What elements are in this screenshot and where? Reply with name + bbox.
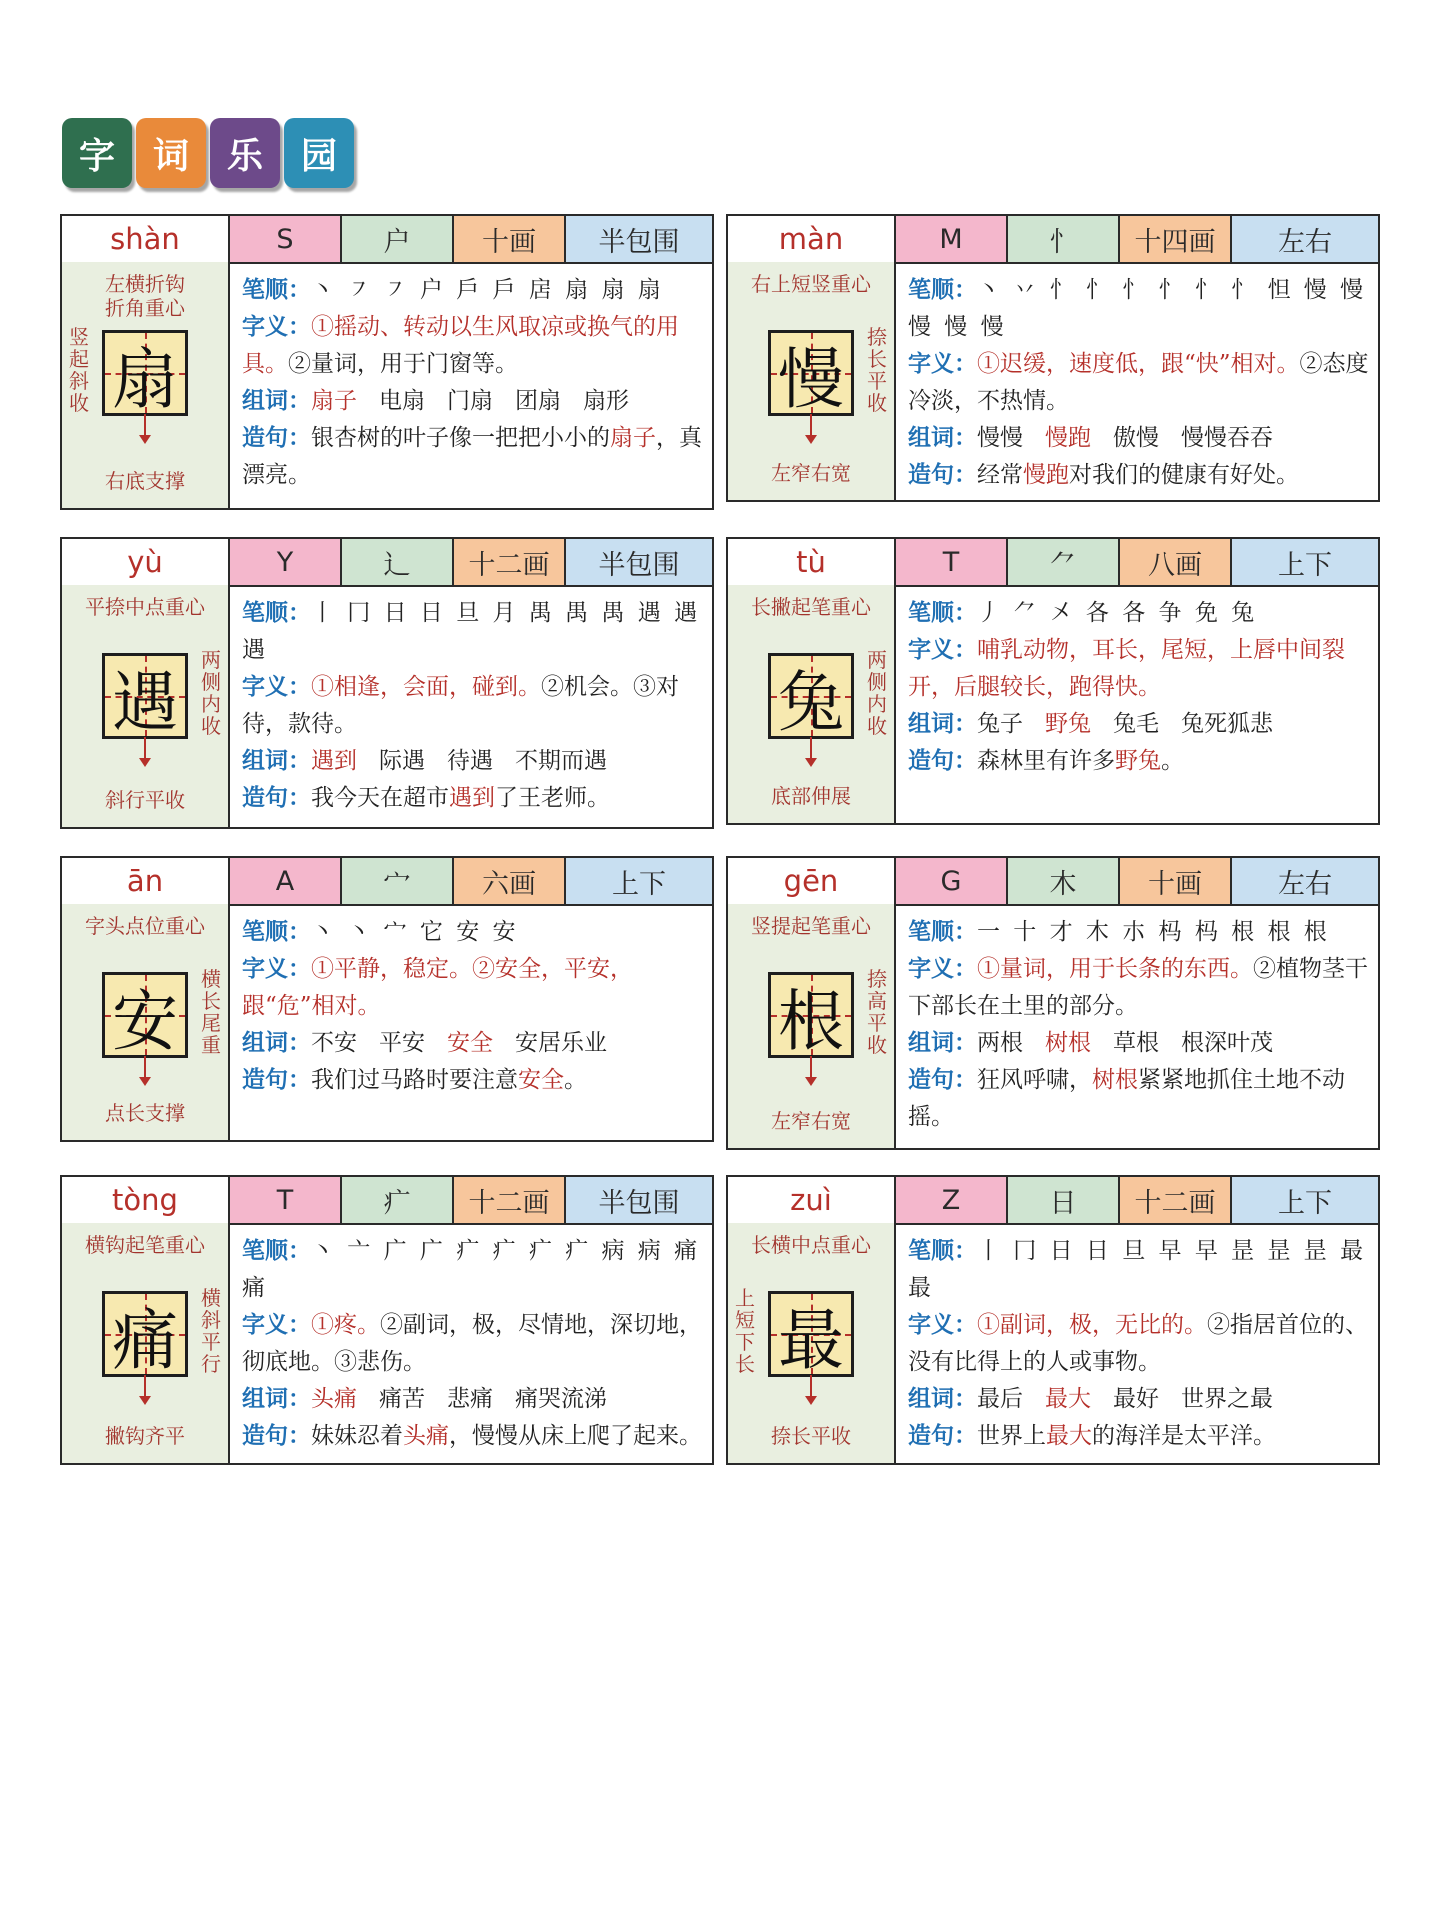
character-card-3 — [726, 537, 1380, 825]
pinyin: màn — [728, 216, 896, 262]
initial-letter: A — [230, 858, 342, 904]
note-right: 横斜平行 — [201, 1286, 221, 1376]
meaning-rest: ②指居首位的、没有比得上的人或事物。 — [908, 1312, 1368, 1375]
ziyi-row — [908, 346, 1370, 420]
meaning-rest: ②机会。③对待，款待。 — [242, 674, 679, 737]
zaoju-label: 造句： — [908, 748, 977, 774]
zuci-word: 扇形 — [583, 388, 629, 414]
zuci-row — [242, 1025, 704, 1062]
character-panel — [62, 585, 230, 827]
meaning-highlight: ①迟缓，速度低，跟“快”相对。 — [977, 351, 1300, 377]
character-panel — [728, 904, 896, 1148]
zuci-label: 组词： — [242, 748, 311, 774]
bishun-label: 笔顺： — [242, 277, 311, 303]
sentence-pre: 世界上 — [977, 1423, 1046, 1449]
structure: 左右 — [1232, 858, 1378, 904]
zuci-word: 际遇 — [379, 748, 425, 774]
stroke-order: 丶 ㇇ ㇇ 户 戶 戶 扂 扇 扇 扇 — [311, 277, 664, 303]
pinyin: zuì — [728, 1177, 896, 1223]
zuci-word: 傲慢 — [1113, 425, 1159, 451]
sentence-post: 紧紧地抓住土地不动摇。 — [908, 1067, 1345, 1130]
big-character: 安 — [112, 982, 178, 1060]
meaning-highlight: ①疼。 — [311, 1312, 380, 1338]
stroke-order: 丶 丶 宀 它 安 安 — [311, 919, 519, 945]
zuci-word: 慢慢吞吞 — [1181, 425, 1273, 451]
note-top: 横钩起笔重心 — [85, 1233, 205, 1257]
meaning-highlight: ①摇动、转动以生风取凉或换气的用具。 — [242, 314, 679, 377]
note-bottom: 斜行平收 — [105, 788, 185, 812]
pinyin: gēn — [728, 858, 896, 904]
bishun-label: 笔顺： — [242, 919, 311, 945]
zuci-word: 两根 — [977, 1030, 1023, 1056]
sentence-highlight: 最大 — [1046, 1423, 1092, 1449]
sentence-post: 了王老师。 — [495, 785, 610, 811]
card-header — [62, 216, 712, 264]
structure: 上下 — [1232, 539, 1378, 585]
character-card-5 — [726, 856, 1380, 1150]
zuci-label: 组词： — [908, 711, 977, 737]
meaning-rest: ②副词，极，尽情地，深切地，彻底地。③悲伤。 — [242, 1312, 702, 1375]
card-header — [62, 539, 712, 587]
stroke-order: 丶 亠 广 广 疒 疒 疒 疒 病 病 痛 痛 — [242, 1238, 701, 1301]
note-top: 长撇起笔重心 — [751, 595, 871, 619]
zuci-word: 最好 — [1113, 1386, 1159, 1412]
card-header — [62, 1177, 712, 1225]
card-header — [728, 539, 1378, 587]
zuci-word: 草根 — [1113, 1030, 1159, 1056]
zaoju-label: 造句： — [242, 785, 311, 811]
big-character: 遇 — [112, 663, 178, 741]
zaoju-row — [908, 743, 1370, 780]
zuci-row — [908, 1381, 1370, 1418]
zuci-word: 电扇 — [379, 388, 425, 414]
tianzige-box — [102, 653, 188, 739]
note-bottom: 点长支撑 — [105, 1101, 185, 1125]
bishun-row — [242, 914, 704, 951]
card-header — [728, 858, 1378, 906]
card-header — [62, 858, 712, 906]
logo-tile-char: 字 — [78, 134, 115, 177]
ziyi-label: 字义： — [242, 674, 311, 700]
bishun-label: 笔顺： — [908, 277, 977, 303]
sentence-pre: 我今天在超市 — [311, 785, 449, 811]
character-card-6 — [60, 1175, 714, 1465]
character-panel — [62, 262, 230, 508]
sentence-highlight: 树根 — [1092, 1067, 1138, 1093]
note-top: 竖提起笔重心 — [751, 914, 871, 938]
note-left: 上短下长 — [735, 1286, 755, 1376]
stroke-count: 十二画 — [1120, 1177, 1232, 1223]
note-bottom: 底部伸展 — [771, 784, 851, 808]
character-card-2 — [60, 537, 714, 829]
logo-tile — [62, 118, 132, 188]
logo-tile-char: 词 — [152, 134, 189, 177]
tianzige-box — [768, 1291, 854, 1377]
sentence-highlight: 安全 — [518, 1067, 564, 1093]
zaoju-label: 造句： — [908, 1423, 977, 1449]
note-bottom: 左窄右宽 — [771, 461, 851, 485]
structure: 半包围 — [566, 1177, 712, 1223]
ziyi-label: 字义： — [908, 637, 977, 663]
character-card-7 — [726, 1175, 1380, 1465]
meaning-highlight: 哺乳动物，耳长，尾短，上唇中间裂开，后腿较长，跑得快。 — [908, 637, 1345, 700]
zaoju-label: 造句： — [242, 425, 311, 451]
sentence-highlight: 扇子 — [610, 425, 656, 451]
meaning-rest: ②量词，用于门窗等。 — [288, 351, 518, 377]
character-info — [230, 585, 712, 827]
zaoju-label: 造句： — [908, 462, 977, 488]
zuci-word: 待遇 — [447, 748, 493, 774]
big-character: 扇 — [112, 340, 178, 418]
ziyi-row — [908, 951, 1370, 1025]
zuci-word: 团扇 — [515, 388, 561, 414]
zaoju-row — [242, 780, 704, 817]
zuci-row — [242, 743, 704, 780]
zuci-word: 不期而遇 — [515, 748, 607, 774]
character-info — [896, 1223, 1378, 1463]
zuci-word: 最大 — [1045, 1386, 1091, 1412]
zuci-word: 野兔 — [1045, 711, 1091, 737]
zuci-word: 平安 — [379, 1030, 425, 1056]
pinyin: shàn — [62, 216, 230, 262]
logo-tile-char: 乐 — [226, 134, 263, 177]
radical: 疒 — [342, 1177, 454, 1223]
tianzige-box — [102, 972, 188, 1058]
stroke-count: 十画 — [454, 216, 566, 262]
logo-tile — [136, 118, 206, 188]
stroke-order: 丨 冂 日 日 旦 月 禺 禺 禺 遇 遇 遇 — [242, 600, 701, 663]
bishun-label: 笔顺： — [908, 600, 977, 626]
sentence-post: 对我们的健康有好处。 — [1069, 462, 1299, 488]
stroke-order: 丨 冂 日 日 旦 早 早 昰 昰 昰 最 最 — [908, 1238, 1367, 1301]
zuci-word: 兔死狐悲 — [1181, 711, 1273, 737]
zaoju-row — [908, 1418, 1370, 1455]
bishun-label: 笔顺： — [242, 1238, 311, 1264]
zuci-word: 安全 — [447, 1030, 493, 1056]
card-header — [728, 216, 1378, 264]
sentence-pre: 经常 — [977, 462, 1023, 488]
bishun-row — [242, 595, 704, 669]
initial-letter: Y — [230, 539, 342, 585]
zuci-label: 组词： — [242, 388, 311, 414]
initial-letter: T — [230, 1177, 342, 1223]
zaoju-row — [242, 1062, 704, 1099]
zuci-row — [242, 1381, 704, 1418]
character-panel — [62, 904, 230, 1140]
ziyi-label: 字义： — [242, 956, 311, 982]
character-info — [896, 262, 1378, 500]
ziyi-label: 字义： — [242, 1312, 311, 1338]
zuci-word: 痛哭流涕 — [515, 1386, 607, 1412]
note-right: 两侧内收 — [867, 648, 887, 738]
ziyi-row — [242, 1307, 704, 1381]
sentence-pre: 我们过马路时要注意 — [311, 1067, 518, 1093]
note-right: 两侧内收 — [201, 648, 221, 738]
structure: 半包围 — [566, 539, 712, 585]
character-info — [896, 904, 1378, 1148]
ziyi-row — [242, 669, 704, 743]
zuci-row — [908, 706, 1370, 743]
logo-tile — [210, 118, 280, 188]
note-right: 横长尾重 — [201, 967, 221, 1057]
ziyi-row — [242, 309, 704, 383]
stroke-count: 十四画 — [1120, 216, 1232, 262]
zuci-label: 组词： — [908, 425, 977, 451]
character-panel — [62, 1223, 230, 1463]
zaoju-row — [908, 457, 1370, 494]
zuci-word: 不安 — [311, 1030, 357, 1056]
big-character: 痛 — [112, 1301, 178, 1379]
note-top: 左横折钩 折角重心 — [105, 272, 185, 320]
ziyi-row — [908, 632, 1370, 706]
note-bottom: 撇钩齐平 — [105, 1424, 185, 1448]
initial-letter: S — [230, 216, 342, 262]
note-top: 字头点位重心 — [85, 914, 205, 938]
bishun-row — [908, 595, 1370, 632]
logo-tile — [284, 118, 354, 188]
sentence-pre: 森林里有许多 — [977, 748, 1115, 774]
sentence-post: ，真漂亮。 — [242, 425, 702, 488]
zuci-word: 兔毛 — [1113, 711, 1159, 737]
ziyi-label: 字义： — [908, 1312, 977, 1338]
note-bottom: 左窄右宽 — [771, 1109, 851, 1133]
sentence-post: ，慢慢从床上爬了起来。 — [449, 1423, 702, 1449]
note-right: 捺长平收 — [867, 325, 887, 415]
ziyi-label: 字义： — [242, 314, 311, 340]
bishun-label: 笔顺： — [908, 1238, 977, 1264]
meaning-rest: ②态度冷淡，不热情。 — [908, 351, 1369, 414]
character-panel — [728, 262, 896, 500]
zuci-word: 最后 — [977, 1386, 1023, 1412]
stroke-order: 丶 丷 忄 忄 忄 忄 忄 忄 怛 慢 慢 慢 慢 慢 — [908, 277, 1367, 340]
zuci-word: 兔子 — [977, 711, 1023, 737]
radical: 户 — [342, 216, 454, 262]
bishun-row — [242, 272, 704, 309]
radical: ⺈ — [1008, 539, 1120, 585]
zuci-label: 组词： — [242, 1386, 311, 1412]
bishun-row — [908, 1233, 1370, 1307]
bishun-row — [242, 1233, 704, 1307]
character-panel — [728, 585, 896, 823]
stroke-count: 十画 — [1120, 858, 1232, 904]
zuci-word: 安居乐业 — [515, 1030, 607, 1056]
ziyi-label: 字义： — [908, 956, 977, 982]
zuci-row — [242, 383, 704, 420]
character-info — [896, 585, 1378, 823]
meaning-rest: ②植物茎干下部长在土里的部分。 — [908, 956, 1368, 1019]
sentence-post: 。 — [1161, 748, 1184, 774]
sentence-post: 的海洋是太平洋。 — [1092, 1423, 1276, 1449]
meaning-highlight: ①量词，用于长条的东西。 — [977, 956, 1253, 982]
character-info — [230, 904, 712, 1140]
sentence-pre: 银杏树的叶子像一把把小小的 — [311, 425, 610, 451]
big-character: 根 — [778, 982, 844, 1060]
zuci-word: 根深叶茂 — [1181, 1030, 1273, 1056]
zaoju-row — [242, 420, 704, 494]
stroke-count: 十二画 — [454, 539, 566, 585]
bishun-row — [908, 914, 1370, 951]
ziyi-row — [242, 951, 704, 1025]
sentence-post: 。 — [564, 1067, 587, 1093]
note-left: 竖起斜收 — [69, 325, 89, 415]
radical: 日 — [1008, 1177, 1120, 1223]
tianzige-box — [102, 1291, 188, 1377]
meaning-highlight: ①副词，极，无比的。 — [977, 1312, 1207, 1338]
sentence-highlight: 遇到 — [449, 785, 495, 811]
initial-letter: G — [896, 858, 1008, 904]
pinyin: tù — [728, 539, 896, 585]
radical: 忄 — [1008, 216, 1120, 262]
sentence-highlight: 头痛 — [403, 1423, 449, 1449]
character-card-0 — [60, 214, 714, 510]
stroke-count: 六画 — [454, 858, 566, 904]
big-character: 最 — [778, 1301, 844, 1379]
bishun-row — [908, 272, 1370, 346]
big-character: 兔 — [778, 663, 844, 741]
radical: 宀 — [342, 858, 454, 904]
pinyin: ān — [62, 858, 230, 904]
tianzige-box — [768, 330, 854, 416]
sentence-highlight: 野兔 — [1115, 748, 1161, 774]
zuci-word: 世界之最 — [1181, 1386, 1273, 1412]
zuci-word: 遇到 — [311, 748, 357, 774]
ziyi-row — [908, 1307, 1370, 1381]
character-info — [230, 1223, 712, 1463]
stroke-order: 丿 ⺈ 㐅 各 各 争 免 兔 — [977, 600, 1258, 626]
zuci-word: 悲痛 — [447, 1386, 493, 1412]
stroke-count: 十二画 — [454, 1177, 566, 1223]
zuci-word: 扇子 — [311, 388, 357, 414]
meaning-highlight: ①平静，稳定。②安全，平安，跟“危”相对。 — [242, 956, 633, 1019]
pinyin: tòng — [62, 1177, 230, 1223]
bishun-label: 笔顺： — [242, 600, 311, 626]
zuci-word: 慢慢 — [977, 425, 1023, 451]
zuci-word: 痛苦 — [379, 1386, 425, 1412]
initial-letter: T — [896, 539, 1008, 585]
stroke-order: 一 十 才 木 朩 杩 杩 根 根 根 — [977, 919, 1330, 945]
zuci-word: 头痛 — [311, 1386, 357, 1412]
zuci-word: 门扇 — [447, 388, 493, 414]
character-card-4 — [60, 856, 714, 1142]
tianzige-box — [768, 972, 854, 1058]
note-top: 长横中点重心 — [751, 1233, 871, 1257]
tianzige-box — [102, 330, 188, 416]
initial-letter: Z — [896, 1177, 1008, 1223]
character-info — [230, 262, 712, 508]
zuci-row — [908, 420, 1370, 457]
zaoju-label: 造句： — [908, 1067, 977, 1093]
note-bottom: 捺长平收 — [771, 1424, 851, 1448]
pinyin: yù — [62, 539, 230, 585]
stroke-count: 八画 — [1120, 539, 1232, 585]
sentence-pre: 狂风呼啸， — [977, 1067, 1092, 1093]
note-top: 右上短竖重心 — [751, 272, 871, 296]
zuci-row — [908, 1025, 1370, 1062]
structure: 左右 — [1232, 216, 1378, 262]
zaoju-label: 造句： — [242, 1067, 311, 1093]
zaoju-row — [242, 1418, 704, 1455]
bishun-label: 笔顺： — [908, 919, 977, 945]
radical: 辶 — [342, 539, 454, 585]
meaning-highlight: ①相逢，会面，碰到。 — [311, 674, 541, 700]
card-header — [728, 1177, 1378, 1225]
big-character: 慢 — [778, 340, 844, 418]
structure: 上下 — [1232, 1177, 1378, 1223]
structure: 上下 — [566, 858, 712, 904]
radical: 木 — [1008, 858, 1120, 904]
ziyi-label: 字义： — [908, 351, 977, 377]
logo-tile-char: 园 — [300, 134, 337, 177]
sentence-highlight: 慢跑 — [1023, 462, 1069, 488]
sentence-pre: 妹妹忍着 — [311, 1423, 403, 1449]
character-panel — [728, 1223, 896, 1463]
character-card-1 — [726, 214, 1380, 502]
note-top: 平捺中点重心 — [85, 595, 205, 619]
zuci-label: 组词： — [908, 1386, 977, 1412]
initial-letter: M — [896, 216, 1008, 262]
zuci-word: 慢跑 — [1045, 425, 1091, 451]
tianzige-box — [768, 653, 854, 739]
zuci-label: 组词： — [242, 1030, 311, 1056]
zaoju-row — [908, 1062, 1370, 1136]
structure: 半包围 — [566, 216, 712, 262]
note-right: 捺高平收 — [867, 967, 887, 1057]
zuci-label: 组词： — [908, 1030, 977, 1056]
zuci-word: 树根 — [1045, 1030, 1091, 1056]
note-bottom: 右底支撑 — [105, 469, 185, 493]
zaoju-label: 造句： — [242, 1423, 311, 1449]
